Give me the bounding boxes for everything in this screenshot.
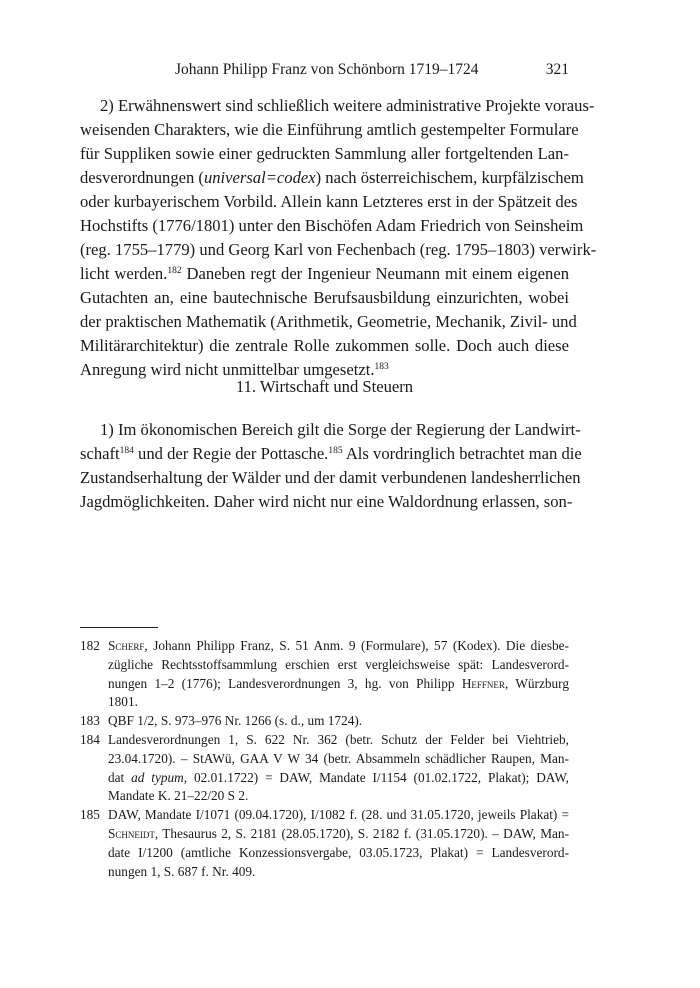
footnote-number: 182 (80, 638, 100, 653)
footnote-line: zügliche Rechtsstoffsammlung erschien erst vergleichsweise spät: Landesverord- (108, 656, 569, 672)
text-line: Jagdmöglichkeiten. Daher wird nicht nur eine Waldordnung erlassen, son- (80, 492, 573, 511)
footnote-number: 183 (80, 713, 100, 729)
footnote-separator (80, 627, 158, 628)
latin-term: ad typum (131, 769, 184, 785)
text-line: schaft$^{184}$ und der Regie der Pottasche.$^{185}$ Als vordringlich betrachtet man die (80, 444, 582, 463)
text-line: für Suppliken sowie einer gedruckten Sammlung aller fortgeltenden Lan- (80, 144, 569, 163)
text-line: licht werden.$^{182}$ Daneben regt der Ingenieur Neumann mit einem eigenen (80, 264, 569, 283)
running-title: Johann Philipp Franz von Schönborn 1719–1724 (175, 61, 479, 78)
text-line: oder kurbayerischem Vorbild. Allein kann Letzteres erst in der Spätzeit des (80, 192, 578, 211)
paragraph-economy (80, 418, 582, 514)
text-line: Anregung wird nicht unmittelbar umgesetzt.$^{183}$ (80, 360, 389, 379)
footnote-number: 184 (80, 731, 100, 747)
footnote-line: QBF 1/2, S. 973–976 Nr. 1266 (s. d., um 1724). (108, 713, 363, 729)
author-name: Scherf (108, 638, 145, 653)
text-line: weisenden Charakters, wie die Einführung amtlich gestempelter Formulare (80, 120, 579, 139)
footnote-line: nungen 1, S. 687 f. Nr. 409. (108, 863, 256, 879)
footnote-line: DAW, Mandate I/1071 (09.04.1720), I/1082 f. (28. und 31.05.1720, jeweils Plakat) = (108, 807, 569, 823)
footnote-line: 23.04.1720). – StAWü, GAA V W 34 (betr. Absammeln schädlicher Raupen, Man- (108, 750, 569, 766)
text-line: desverordnungen (universal=codex) nach österreichischem, kurpfälzischem (80, 168, 584, 187)
footnote-184 (80, 731, 569, 806)
footnote-line: nungen 1–2 (1776); Landesverordnungen 3, hg. von Philipp Heffner, Würzburg (108, 675, 569, 691)
latin-term: universal=codex (203, 168, 316, 187)
text-line: 1) Im ökonomischen Bereich gilt die Sorge der Regierung der Landwirt- (100, 420, 581, 439)
text-line: 2) Erwähnenswert sind schließlich weitere administrative Projekte voraus- (100, 96, 595, 115)
footnote-ref-183[interactable]: 183 (374, 362, 389, 372)
footnote-ref-184[interactable]: 184 (119, 446, 134, 456)
text-line: Militärarchitektur) die zentrale Rolle zukommen solle. Doch auch diese (80, 336, 569, 355)
paragraph-administrative-projects (80, 94, 597, 382)
footnote-185 (80, 806, 569, 881)
footnote-line: Scherf, Johann Philipp Franz, S. 51 Anm. 9 (Formulare), 57 (Kodex). Die diesbe- (108, 638, 569, 653)
footnote-ref-185[interactable]: 185 (328, 446, 343, 456)
footnote-ref-182[interactable]: 182 (167, 266, 182, 276)
footnote-183 (80, 712, 569, 731)
footnote-line: Schneidt, Thesaurus 2, S. 2181 (28.05.1720), S. 2182 f. (31.05.1720). – DAW, Man- (108, 825, 569, 841)
text-line: Hochstifts (1776/1801) unter den Bischöfen Adam Friedrich von Seinsheim (80, 216, 584, 235)
page-number: 321 (545, 61, 569, 78)
author-name: Heffner (461, 675, 505, 691)
footnote-line: Mandate K. 21–22/20 S 2. (108, 788, 249, 804)
footnote-182 (80, 637, 569, 712)
author-name: Schneidt (108, 825, 155, 841)
footnote-line: Landesverordnungen 1, S. 622 Nr. 362 (betr. Schutz der Felder bei Viehtrieb, (108, 731, 569, 747)
text-line: Zustandserhaltung der Wälder und der damit verbundenen landesherrlichen (80, 468, 581, 487)
footnote-line: dat ad typum, 02.01.1722) = DAW, Mandate I/1154 (01.02.1722, Plakat); DAW, (108, 769, 569, 785)
footnote-number: 185 (80, 807, 100, 823)
text-line: der praktischen Mathematik (Arithmetik, Geometrie, Mechanik, Zivil- und (80, 312, 577, 331)
section-heading: 11. Wirtschaft und Steuern (235, 377, 414, 396)
footnotes (80, 637, 569, 881)
text-line: Gutachten an, eine bautechnische Berufsausbildung einzurichten, wobei (80, 288, 569, 307)
footnote-line: date I/1200 (amtliche Konzessionsvergabe, 03.05.1723, Plakat) = Landesverord- (108, 844, 569, 860)
text-line: (reg. 1755–1779) und Georg Karl von Fechenbach (reg. 1795–1803) verwirk- (80, 240, 597, 259)
footnote-line: 1801. (108, 694, 138, 710)
